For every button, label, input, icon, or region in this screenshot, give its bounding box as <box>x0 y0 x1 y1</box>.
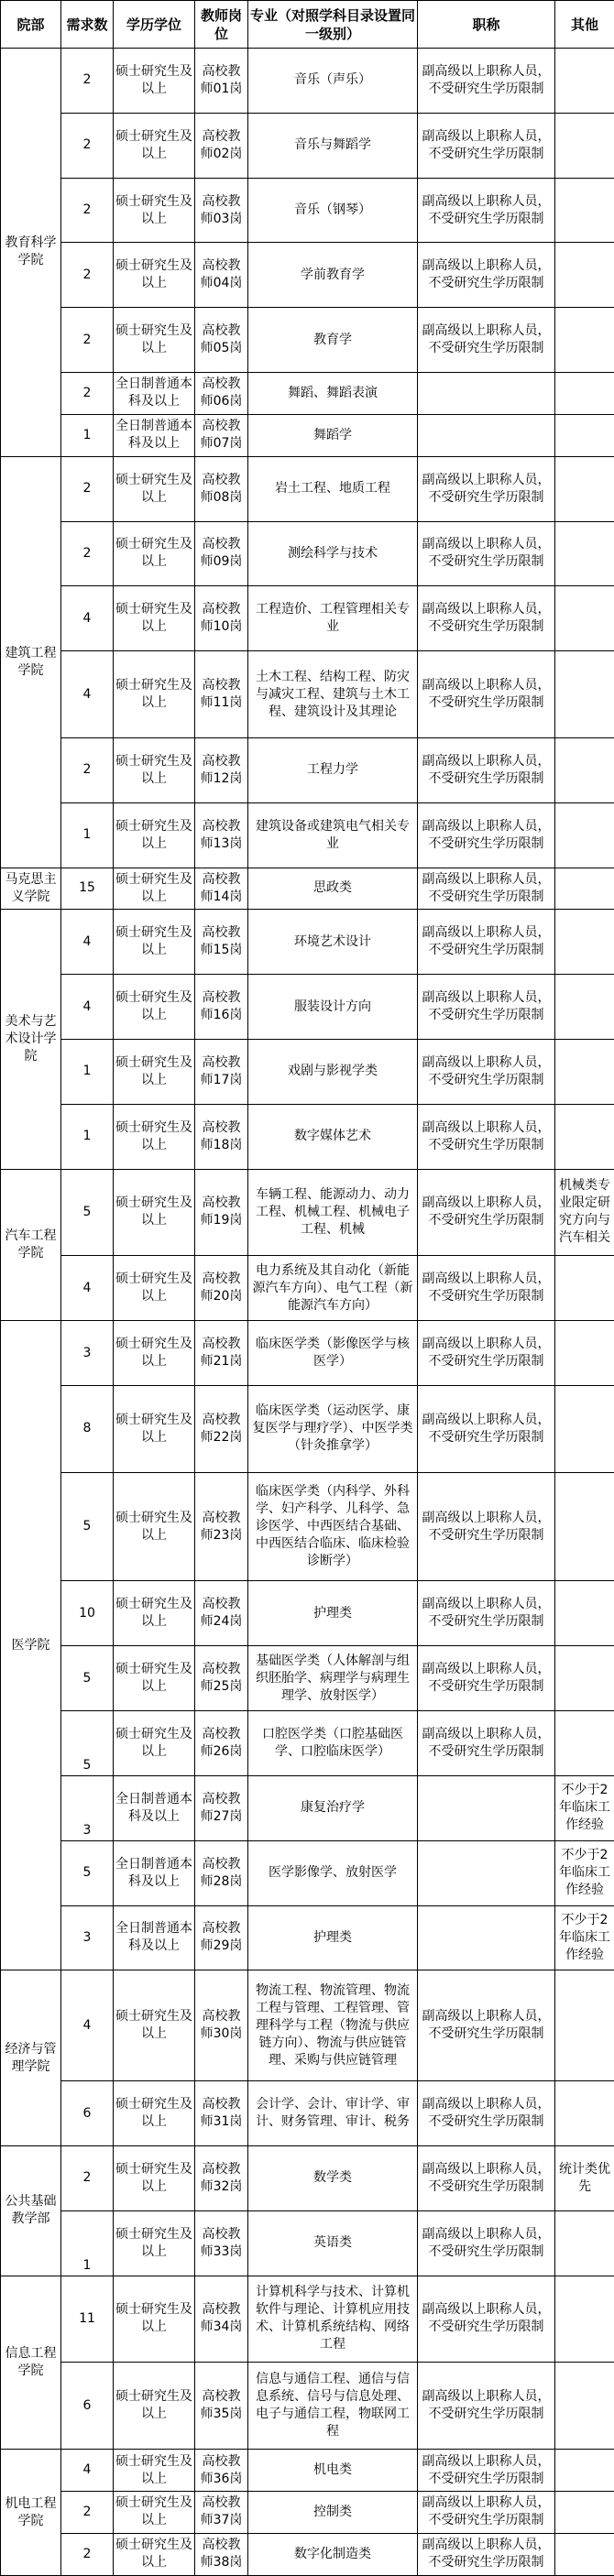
count-cell: 1 <box>61 1104 114 1169</box>
count-cell: 2 <box>61 456 114 521</box>
major-cell: 临床医学类（运动医学、康复医学与理疗学）、中医学类（针灸推拿学） <box>248 1385 418 1472</box>
other-cell <box>555 1711 614 1776</box>
degree-cell: 硕士研究生及以上 <box>114 113 195 178</box>
post-cell: 高校教师25岗 <box>195 1646 248 1711</box>
title-cell: 副高级以上职称人员，不受研究生学历限制 <box>418 456 555 521</box>
title-cell: 副高级以上职称人员，不受研究生学历限制 <box>418 1321 555 1386</box>
table-row <box>1 373 614 415</box>
degree-cell: 硕士研究生及以上 <box>114 586 195 651</box>
other-cell <box>555 373 614 415</box>
degree-cell: 硕士研究生及以上 <box>114 456 195 521</box>
title-cell: 副高级以上职称人员，不受研究生学历限制 <box>418 586 555 651</box>
table-row <box>1 243 614 308</box>
count-cell: 2 <box>61 373 114 415</box>
table-row <box>1 1104 614 1169</box>
count-cell: 6 <box>61 2363 114 2450</box>
title-cell: 副高级以上职称人员，不受研究生学历限制 <box>418 2450 555 2492</box>
title-cell: 副高级以上职称人员，不受研究生学历限制 <box>418 2276 555 2363</box>
post-cell: 高校教师06岗 <box>195 373 248 415</box>
count-cell: 1 <box>61 414 114 456</box>
degree-cell: 硕士研究生及以上 <box>114 49 195 114</box>
table-row <box>1 1711 614 1776</box>
header-post: 教师岗位 <box>195 1 248 49</box>
count-cell: 4 <box>61 975 114 1040</box>
title-cell: 副高级以上职称人员，不受研究生学历限制 <box>418 113 555 178</box>
department-cell: 医学院 <box>1 1321 61 1970</box>
post-cell: 高校教师35岗 <box>195 2363 248 2450</box>
major-cell: 会计学、会计、审计学、审计、财务管理、审计、税务 <box>248 2081 418 2146</box>
degree-cell: 硕士研究生及以上 <box>114 2363 195 2450</box>
table-row <box>1 1169 614 1256</box>
title-cell: 副高级以上职称人员，不受研究生学历限制 <box>418 651 555 738</box>
table-row <box>1 802 614 868</box>
count-cell: 2 <box>61 243 114 308</box>
post-cell: 高校教师18岗 <box>195 1104 248 1169</box>
count-cell: 4 <box>61 586 114 651</box>
degree-cell: 全日制普通本科及以上 <box>114 373 195 415</box>
table-row <box>1 2081 614 2146</box>
major-cell: 土木工程、结构工程、防灾与减灾工程、建筑与土木工程、建筑设计及其理论 <box>248 651 418 738</box>
other-cell <box>555 243 614 308</box>
count-cell: 4 <box>61 2450 114 2492</box>
title-cell: 副高级以上职称人员，不受研究生学历限制 <box>418 1169 555 1256</box>
major-cell: 数学类 <box>248 2145 418 2210</box>
post-cell: 高校教师12岗 <box>195 737 248 802</box>
table-row <box>1 2210 614 2276</box>
count-cell: 3 <box>61 1321 114 1386</box>
count-cell: 5 <box>61 1472 114 1581</box>
major-cell: 计算机科学与技术、计算机软件与理论、计算机应用技术、计算机系统结构、网络工程 <box>248 2276 418 2363</box>
other-cell <box>555 2276 614 2363</box>
count-cell: 5 <box>61 1711 114 1776</box>
post-cell: 高校教师13岗 <box>195 802 248 868</box>
degree-cell: 硕士研究生及以上 <box>114 1970 195 2081</box>
table-row <box>1 456 614 521</box>
post-cell: 高校教师07岗 <box>195 414 248 456</box>
other-cell: 统计类优先 <box>555 2145 614 2210</box>
title-cell: 副高级以上职称人员，不受研究生学历限制 <box>418 2145 555 2210</box>
table-row <box>1 737 614 802</box>
title-cell: 副高级以上职称人员，不受研究生学历限制 <box>418 1646 555 1711</box>
degree-cell: 全日制普通本科及以上 <box>114 1775 195 1840</box>
table-row <box>1 1472 614 1581</box>
post-cell: 高校教师28岗 <box>195 1840 248 1905</box>
post-cell: 高校教师29岗 <box>195 1905 248 1970</box>
header-other: 其他 <box>555 1 614 49</box>
post-cell: 高校教师22岗 <box>195 1385 248 1472</box>
major-cell: 数字媒体艺术 <box>248 1104 418 1169</box>
table-row <box>1 2363 614 2450</box>
degree-cell: 全日制普通本科及以上 <box>114 414 195 456</box>
major-cell: 工程力学 <box>248 737 418 802</box>
title-cell: 副高级以上职称人员，不受研究生学历限制 <box>418 1256 555 1321</box>
table-row <box>1 910 614 975</box>
other-cell <box>555 2210 614 2276</box>
title-cell: 副高级以上职称人员，不受研究生学历限制 <box>418 802 555 868</box>
degree-cell: 硕士研究生及以上 <box>114 2450 195 2492</box>
department-cell: 马克思主义学院 <box>1 868 61 910</box>
count-cell: 2 <box>61 308 114 373</box>
degree-cell: 硕士研究生及以上 <box>114 1104 195 1169</box>
table-row <box>1 868 614 910</box>
title-cell: 副高级以上职称人员，不受研究生学历限制 <box>418 975 555 1040</box>
title-cell: 副高级以上职称人员，不受研究生学历限制 <box>418 1581 555 1646</box>
table-row <box>1 2276 614 2363</box>
title-cell: 副高级以上职称人员，不受研究生学历限制 <box>418 2210 555 2276</box>
post-cell: 高校教师31岗 <box>195 2081 248 2146</box>
degree-cell: 硕士研究生及以上 <box>114 2081 195 2146</box>
other-cell <box>555 308 614 373</box>
count-cell: 5 <box>61 1646 114 1711</box>
other-cell <box>555 1039 614 1104</box>
count-cell: 15 <box>61 868 114 910</box>
table-row <box>1 1840 614 1905</box>
other-cell <box>555 1385 614 1472</box>
major-cell: 教育学 <box>248 308 418 373</box>
major-cell: 临床医学类（影像医学与核医学） <box>248 1321 418 1386</box>
other-cell <box>555 586 614 651</box>
other-cell <box>555 456 614 521</box>
post-cell: 高校教师08岗 <box>195 456 248 521</box>
major-cell: 信息与通信工程、通信与信息系统、信号与信息处理、电子与通信工程，物联网工程 <box>248 2363 418 2450</box>
count-cell: 8 <box>61 1385 114 1472</box>
other-cell <box>555 1472 614 1581</box>
count-cell: 2 <box>61 2491 114 2533</box>
post-cell: 高校教师21岗 <box>195 1321 248 1386</box>
major-cell: 英语类 <box>248 2210 418 2276</box>
major-cell: 电力系统及其自动化（新能源汽车方向）、电气工程（新能源汽车方向） <box>248 1256 418 1321</box>
major-cell: 医学影像学、放射医学 <box>248 1840 418 1905</box>
major-cell: 学前教育学 <box>248 243 418 308</box>
table-row <box>1 1646 614 1711</box>
title-cell: 副高级以上职称人员，不受研究生学历限制 <box>418 1385 555 1472</box>
major-cell: 工程造价、工程管理相关专业 <box>248 586 418 651</box>
table-row <box>1 1970 614 2081</box>
degree-cell: 硕士研究生及以上 <box>114 2491 195 2533</box>
other-cell <box>555 2491 614 2533</box>
degree-cell: 硕士研究生及以上 <box>114 910 195 975</box>
table-row <box>1 1581 614 1646</box>
other-cell <box>555 1970 614 2081</box>
title-cell <box>418 1905 555 1970</box>
title-cell: 副高级以上职称人员，不受研究生学历限制 <box>418 1970 555 2081</box>
major-cell: 音乐（钢琴） <box>248 178 418 243</box>
department-cell: 教育科学学院 <box>1 49 61 457</box>
major-cell: 建筑设备或建筑电气相关专业 <box>248 802 418 868</box>
major-cell: 基础医学类（人体解剖与组织胚胎学、病理学与病理生理学、放射医学） <box>248 1646 418 1711</box>
table-row <box>1 1775 614 1840</box>
other-cell <box>555 49 614 114</box>
count-cell: 2 <box>61 2533 114 2575</box>
other-cell <box>555 1646 614 1711</box>
degree-cell: 硕士研究生及以上 <box>114 521 195 586</box>
post-cell: 高校教师37岗 <box>195 2491 248 2533</box>
other-cell: 机械类专业限定研究方向与汽车相关 <box>555 1169 614 1256</box>
post-cell: 高校教师34岗 <box>195 2276 248 2363</box>
post-cell: 高校教师32岗 <box>195 2145 248 2210</box>
other-cell: 不少于2年临床工作经验 <box>555 1775 614 1840</box>
degree-cell: 全日制普通本科及以上 <box>114 1840 195 1905</box>
major-cell: 护理类 <box>248 1581 418 1646</box>
other-cell: 不少于2年临床工作经验 <box>555 1840 614 1905</box>
count-cell: 3 <box>61 1905 114 1970</box>
post-cell: 高校教师15岗 <box>195 910 248 975</box>
count-cell: 5 <box>61 1840 114 1905</box>
major-cell: 测绘科学与技术 <box>248 521 418 586</box>
other-cell <box>555 1104 614 1169</box>
table-row <box>1 308 614 373</box>
post-cell: 高校教师02岗 <box>195 113 248 178</box>
post-cell: 高校教师36岗 <box>195 2450 248 2492</box>
other-cell <box>555 2081 614 2146</box>
post-cell: 高校教师30岗 <box>195 1970 248 2081</box>
other-cell <box>555 737 614 802</box>
degree-cell: 硕士研究生及以上 <box>114 868 195 910</box>
degree-cell: 硕士研究生及以上 <box>114 178 195 243</box>
table-row <box>1 2145 614 2210</box>
post-cell: 高校教师05岗 <box>195 308 248 373</box>
department-cell: 机电工程学院 <box>1 2450 61 2576</box>
title-cell: 副高级以上职称人员，不受研究生学历限制 <box>418 737 555 802</box>
count-cell: 10 <box>61 1581 114 1646</box>
post-cell: 高校教师24岗 <box>195 1581 248 1646</box>
major-cell: 服装设计方向 <box>248 975 418 1040</box>
major-cell: 临床医学类（内科学、外科学、妇产科学、儿科学、急诊医学、中西医结合基础、中西医结合临床、临床检验诊断学） <box>248 1472 418 1581</box>
major-cell: 康复治疗学 <box>248 1775 418 1840</box>
degree-cell: 硕士研究生及以上 <box>114 802 195 868</box>
count-cell: 1 <box>61 802 114 868</box>
table-row <box>1 414 614 456</box>
degree-cell: 硕士研究生及以上 <box>114 1169 195 1256</box>
title-cell: 副高级以上职称人员，不受研究生学历限制 <box>418 308 555 373</box>
major-cell: 控制类 <box>248 2491 418 2533</box>
degree-cell: 硕士研究生及以上 <box>114 1256 195 1321</box>
post-cell: 高校教师26岗 <box>195 1711 248 1776</box>
count-cell: 4 <box>61 1256 114 1321</box>
department-cell: 建筑工程学院 <box>1 456 61 868</box>
other-cell <box>555 521 614 586</box>
count-cell: 11 <box>61 2276 114 2363</box>
table-row <box>1 975 614 1040</box>
title-cell: 副高级以上职称人员，不受研究生学历限制 <box>418 243 555 308</box>
count-cell: 2 <box>61 49 114 114</box>
table-row <box>1 1256 614 1321</box>
title-cell: 副高级以上职称人员，不受研究生学历限制 <box>418 910 555 975</box>
title-cell: 副高级以上职称人员，不受研究生学历限制 <box>418 1472 555 1581</box>
post-cell: 高校教师11岗 <box>195 651 248 738</box>
degree-cell: 硕士研究生及以上 <box>114 1711 195 1776</box>
degree-cell: 硕士研究生及以上 <box>114 1472 195 1581</box>
degree-cell: 硕士研究生及以上 <box>114 1321 195 1386</box>
count-cell: 6 <box>61 2081 114 2146</box>
other-cell <box>555 651 614 738</box>
degree-cell: 硕士研究生及以上 <box>114 243 195 308</box>
degree-cell: 硕士研究生及以上 <box>114 737 195 802</box>
title-cell: 副高级以上职称人员，不受研究生学历限制 <box>418 1104 555 1169</box>
major-cell: 戏剧与影视学类 <box>248 1039 418 1104</box>
other-cell <box>555 910 614 975</box>
header-row <box>1 1 614 49</box>
department-cell: 美术与艺术设计学院 <box>1 910 61 1169</box>
title-cell: 副高级以上职称人员，不受研究生学历限制 <box>418 178 555 243</box>
header-count: 需求数 <box>61 1 114 49</box>
other-cell <box>555 975 614 1040</box>
count-cell: 2 <box>61 521 114 586</box>
table-row <box>1 2491 614 2533</box>
department-cell: 汽车工程学院 <box>1 1169 61 1321</box>
degree-cell: 硕士研究生及以上 <box>114 975 195 1040</box>
degree-cell: 硕士研究生及以上 <box>114 1581 195 1646</box>
title-cell <box>418 1840 555 1905</box>
post-cell: 高校教师19岗 <box>195 1169 248 1256</box>
other-cell <box>555 1256 614 1321</box>
title-cell: 副高级以上职称人员，不受研究生学历限制 <box>418 2363 555 2450</box>
title-cell <box>418 414 555 456</box>
header-title: 职称 <box>418 1 555 49</box>
degree-cell: 硕士研究生及以上 <box>114 308 195 373</box>
major-cell: 数字化制造类 <box>248 2533 418 2575</box>
post-cell: 高校教师09岗 <box>195 521 248 586</box>
degree-cell: 硕士研究生及以上 <box>114 2210 195 2276</box>
header-major: 专业（对照学科目录设置同一级别） <box>248 1 418 49</box>
degree-cell: 硕士研究生及以上 <box>114 1385 195 1472</box>
title-cell: 副高级以上职称人员，不受研究生学历限制 <box>418 521 555 586</box>
table-row <box>1 1039 614 1104</box>
post-cell: 高校教师10岗 <box>195 586 248 651</box>
major-cell: 音乐（声乐） <box>248 49 418 114</box>
other-cell <box>555 2533 614 2575</box>
major-cell: 机电类 <box>248 2450 418 2492</box>
title-cell: 副高级以上职称人员，不受研究生学历限制 <box>418 1039 555 1104</box>
title-cell: 副高级以上职称人员，不受研究生学历限制 <box>418 2081 555 2146</box>
other-cell <box>555 868 614 910</box>
degree-cell: 硕士研究生及以上 <box>114 2145 195 2210</box>
count-cell: 1 <box>61 1039 114 1104</box>
count-cell: 2 <box>61 113 114 178</box>
degree-cell: 硕士研究生及以上 <box>114 651 195 738</box>
other-cell <box>555 802 614 868</box>
count-cell: 4 <box>61 1970 114 2081</box>
major-cell: 物流工程、物流管理、物流工程与管理、工程管理、管理科学与工程（物流与供应链方向）、物流与供应链管理、采购与供应链管理 <box>248 1970 418 2081</box>
post-cell: 高校教师04岗 <box>195 243 248 308</box>
post-cell: 高校教师01岗 <box>195 49 248 114</box>
post-cell: 高校教师38岗 <box>195 2533 248 2575</box>
post-cell: 高校教师16岗 <box>195 975 248 1040</box>
title-cell: 副高级以上职称人员，不受研究生学历限制 <box>418 2533 555 2575</box>
other-cell <box>555 178 614 243</box>
title-cell <box>418 1775 555 1840</box>
department-cell: 经济与管理学院 <box>1 1970 61 2146</box>
count-cell: 2 <box>61 737 114 802</box>
major-cell: 思政类 <box>248 868 418 910</box>
table-row <box>1 2533 614 2575</box>
major-cell: 舞蹈学 <box>248 414 418 456</box>
major-cell: 岩土工程、地质工程 <box>248 456 418 521</box>
count-cell: 4 <box>61 910 114 975</box>
other-cell <box>555 1581 614 1646</box>
header-department: 院部 <box>1 1 61 49</box>
title-cell: 副高级以上职称人员，不受研究生学历限制 <box>418 1711 555 1776</box>
table-row <box>1 178 614 243</box>
major-cell: 舞蹈、舞蹈表演 <box>248 373 418 415</box>
count-cell: 4 <box>61 651 114 738</box>
title-cell: 副高级以上职称人员，不受研究生学历限制 <box>418 49 555 114</box>
major-cell: 环境艺术设计 <box>248 910 418 975</box>
degree-cell: 硕士研究生及以上 <box>114 2533 195 2575</box>
department-cell: 信息工程学院 <box>1 2276 61 2450</box>
header-degree: 学历学位 <box>114 1 195 49</box>
major-cell: 口腔医学类（口腔基础医学、口腔临床医学） <box>248 1711 418 1776</box>
table-row <box>1 113 614 178</box>
table-row <box>1 1905 614 1970</box>
major-cell: 护理类 <box>248 1905 418 1970</box>
count-cell: 1 <box>61 2210 114 2276</box>
department-cell: 公共基础教学部 <box>1 2145 61 2276</box>
major-cell: 车辆工程、能源动力、动力工程、机械工程、机械电子工程、机械 <box>248 1169 418 1256</box>
other-cell <box>555 2450 614 2492</box>
table-row <box>1 586 614 651</box>
table-row <box>1 521 614 586</box>
major-cell: 音乐与舞蹈学 <box>248 113 418 178</box>
count-cell: 2 <box>61 2145 114 2210</box>
post-cell: 高校教师33岗 <box>195 2210 248 2276</box>
degree-cell: 硕士研究生及以上 <box>114 1039 195 1104</box>
degree-cell: 硕士研究生及以上 <box>114 2276 195 2363</box>
post-cell: 高校教师27岗 <box>195 1775 248 1840</box>
count-cell: 3 <box>61 1775 114 1840</box>
table-row <box>1 651 614 738</box>
post-cell: 高校教师23岗 <box>195 1472 248 1581</box>
post-cell: 高校教师03岗 <box>195 178 248 243</box>
post-cell: 高校教师17岗 <box>195 1039 248 1104</box>
count-cell: 5 <box>61 1169 114 1256</box>
post-cell: 高校教师14岗 <box>195 868 248 910</box>
table-row <box>1 1321 614 1386</box>
other-cell <box>555 1321 614 1386</box>
post-cell: 高校教师20岗 <box>195 1256 248 1321</box>
title-cell: 副高级以上职称人员，不受研究生学历限制 <box>418 868 555 910</box>
table-row <box>1 1385 614 1472</box>
degree-cell: 全日制普通本科及以上 <box>114 1905 195 1970</box>
table-row <box>1 2450 614 2492</box>
count-cell: 2 <box>61 178 114 243</box>
title-cell <box>418 373 555 415</box>
table-row <box>1 49 614 114</box>
degree-cell: 硕士研究生及以上 <box>114 1646 195 1711</box>
other-cell <box>555 113 614 178</box>
other-cell: 不少于2年临床工作经验 <box>555 1905 614 1970</box>
other-cell <box>555 2363 614 2450</box>
title-cell: 副高级以上职称人员，不受研究生学历限制 <box>418 2491 555 2533</box>
other-cell <box>555 414 614 456</box>
